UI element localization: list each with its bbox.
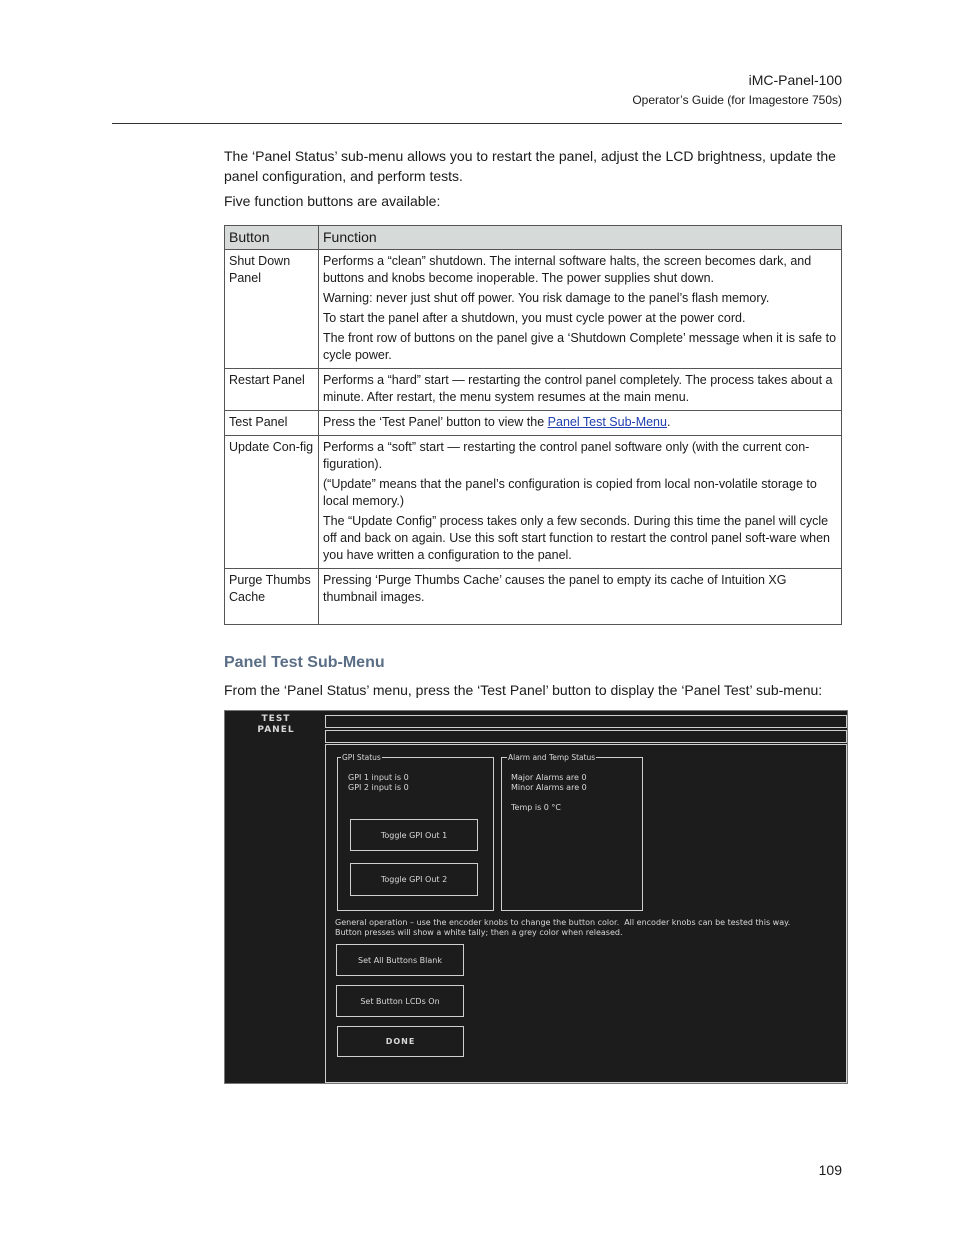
gpi-status-label: GPI Status <box>342 753 381 762</box>
function-text-prefix: Press the ‘Test Panel’ button to view the <box>323 415 548 429</box>
col-header-button: Button <box>225 226 319 250</box>
set-all-buttons-blank-button[interactable]: Set All Buttons Blank <box>336 944 464 976</box>
button-press-note: Button presses will show a white tally; then a grey color when released. <box>335 928 623 937</box>
screen-title-line1: TEST <box>261 714 291 724</box>
major-alarms-status: Major Alarms are 0 <box>511 773 587 782</box>
intro-buttons-note: Five function buttons are available: <box>224 193 441 209</box>
button-cell: Test Panel <box>225 411 319 436</box>
section-text: From the ‘Panel Status’ menu, press the ‘Test Panel’ button to display the ‘Panel Test’ sub-menu: <box>224 682 823 698</box>
function-cell <box>319 436 842 569</box>
toggle-gpi-out-2-button[interactable]: Toggle GPI Out 2 <box>350 863 478 896</box>
function-text: (“Update” means that the panel’s configuration is copied from local non-volatile storage to local memory.) <box>323 477 817 508</box>
gpi1-status: GPI 1 input is 0 <box>348 773 409 782</box>
function-text: Warning: never just shut off power. You risk damage to the panel’s flash memory. <box>323 291 770 305</box>
table-row <box>225 436 842 569</box>
button-cell: Update Con-fig <box>225 436 319 569</box>
set-button-lcds-on-button[interactable]: Set Button LCDs On <box>336 985 464 1017</box>
minor-alarms-status: Minor Alarms are 0 <box>511 783 587 792</box>
table-row <box>225 569 842 625</box>
function-text: Performs a “hard” start — restarting the control panel completely. The process takes about a minute. After restart, the menu system resumes at the main menu. <box>323 373 833 404</box>
screen-title <box>253 714 299 736</box>
screen-title-line2: PANEL <box>257 725 295 735</box>
table-header-row <box>225 226 842 250</box>
table-row <box>225 411 842 436</box>
function-text: The front row of buttons on the panel give a ‘Shutdown Complete’ message when it is safe to cycle power. <box>323 331 837 362</box>
function-cell <box>319 250 842 369</box>
page-number: 109 <box>818 1162 842 1178</box>
function-text-suffix: . <box>666 415 671 429</box>
button-cell: Purge Thumbs Cache <box>225 569 319 625</box>
screen-second-bar <box>325 730 847 743</box>
function-cell <box>319 369 842 411</box>
function-text: Pressing ‘Purge Thumbs Cache’ causes the panel to empty its cache of Intuition XG thumbnail images. <box>323 573 787 604</box>
temperature-status: Temp is 0 °C <box>511 803 562 812</box>
function-cell <box>319 411 842 436</box>
function-cell <box>319 569 842 625</box>
function-text: To start the panel after a shutdown, you must cycle power at the power cord. <box>323 311 746 325</box>
header-product: iMC-Panel-100 <box>748 72 842 88</box>
function-text: Performs a “clean” shutdown. The internal software halts, the screen becomes dark, and buttons and knobs become inoperable. The power supplies shut down. <box>323 254 812 285</box>
header-rule <box>112 123 842 124</box>
header-guide-title: Operator’s Guide (for Imagestore 750s) <box>632 93 842 107</box>
alarm-temp-label: Alarm and Temp Status <box>508 753 596 762</box>
button-cell: Shut Down Panel <box>225 250 319 369</box>
general-operation-note: General operation – use the encoder knobs to change the button color. All encoder knobs can be tested this way. <box>335 918 791 927</box>
function-text <box>323 414 837 431</box>
button-cell: Restart Panel <box>225 369 319 411</box>
toggle-gpi-out-1-button[interactable]: Toggle GPI Out 1 <box>350 819 478 851</box>
function-text: The “Update Config” process takes only a few seconds. During this time the panel will cycle off and back on again. Use this soft start function to restart the control panel soft-ware when you have written a configuration to the panel. <box>323 514 830 562</box>
intro-paragraph: The ‘Panel Status’ sub-menu allows you to restart the panel, adjust the LCD brightness, update the panel configuration, and perform tests. <box>224 148 836 184</box>
panel-test-submenu-link[interactable]: Panel Test Sub-Menu <box>547 415 667 429</box>
col-header-function: Function <box>319 226 842 250</box>
function-text: Performs a “soft” start — restarting the control panel software only (with the current con-figuration). <box>323 440 810 471</box>
screen-top-bar <box>325 715 847 728</box>
table-row <box>225 250 842 369</box>
done-button[interactable]: DONE <box>337 1026 464 1057</box>
function-table <box>224 225 842 625</box>
table-row <box>225 369 842 411</box>
gpi2-status: GPI 2 input is 0 <box>348 783 409 792</box>
section-heading: Panel Test Sub-Menu <box>224 654 385 671</box>
panel-test-screenshot <box>224 710 848 1084</box>
